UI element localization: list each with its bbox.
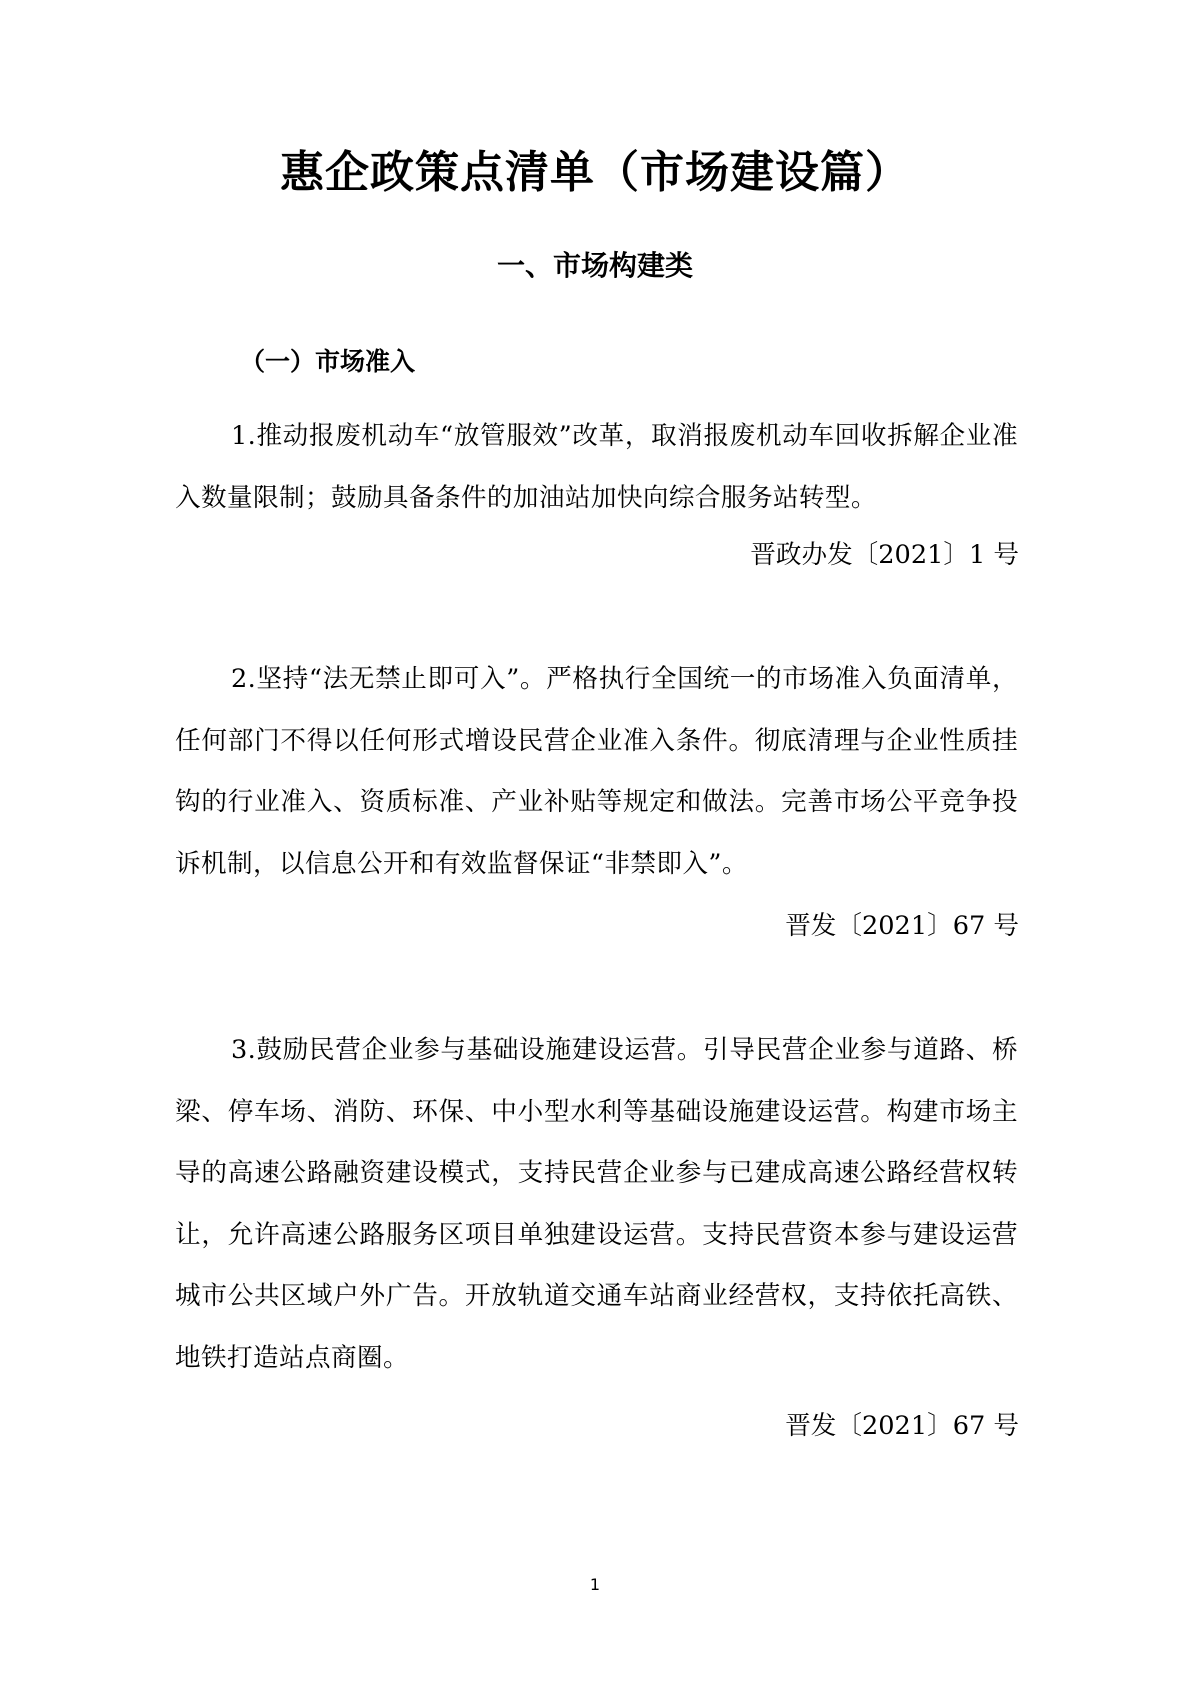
page-number: 1 bbox=[589, 1575, 601, 1594]
policy-item-reference: 晋政办发〔2021〕1 号 bbox=[750, 540, 1019, 570]
section-heading: 一、市场构建类 bbox=[496, 249, 693, 282]
policy-item-reference: 晋发〔2021〕67 号 bbox=[785, 1411, 1019, 1441]
policy-item-text: 2.坚持“法无禁止即可入”。严格执行全国统一的市场准入负面清单，任何部门不得以任何形式增设民营企业准入条件。彻底清理与企业性质挂钩的行业准入、资质标准、产业补贴等规定和做法。完善市场公平竞争投诉机制，以信息公开和有效监督保证“非禁即入”。 bbox=[175, 664, 1018, 879]
policy-item-text: 1.推动报废机动车“放管服效”改革，取消报废机动车回收拆解企业准入数量限制；鼓励具备条件的加油站加快向综合服务站转型。 bbox=[175, 421, 1018, 513]
subsection-heading: （一）市场准入 bbox=[240, 347, 416, 376]
policy-item-reference: 晋发〔2021〕67 号 bbox=[785, 911, 1019, 941]
page-title: 惠企政策点清单（市场建设篇） bbox=[280, 147, 910, 198]
policy-item-text: 3.鼓励民营企业参与基础设施建设运营。引导民营企业参与道路、桥梁、停车场、消防、环保、中小型水利等基础设施建设运营。构建市场主导的高速公路融资建设模式，支持民营企业参与已建成高速公路经营权转让，允许高速公路服务区项目单独建设运营。支持民营资本参与建设运营城市公共区域户外广告。开放轨道交通车站商业经营权，支持依托高铁、地铁打造站点商圈。 bbox=[175, 1035, 1018, 1373]
